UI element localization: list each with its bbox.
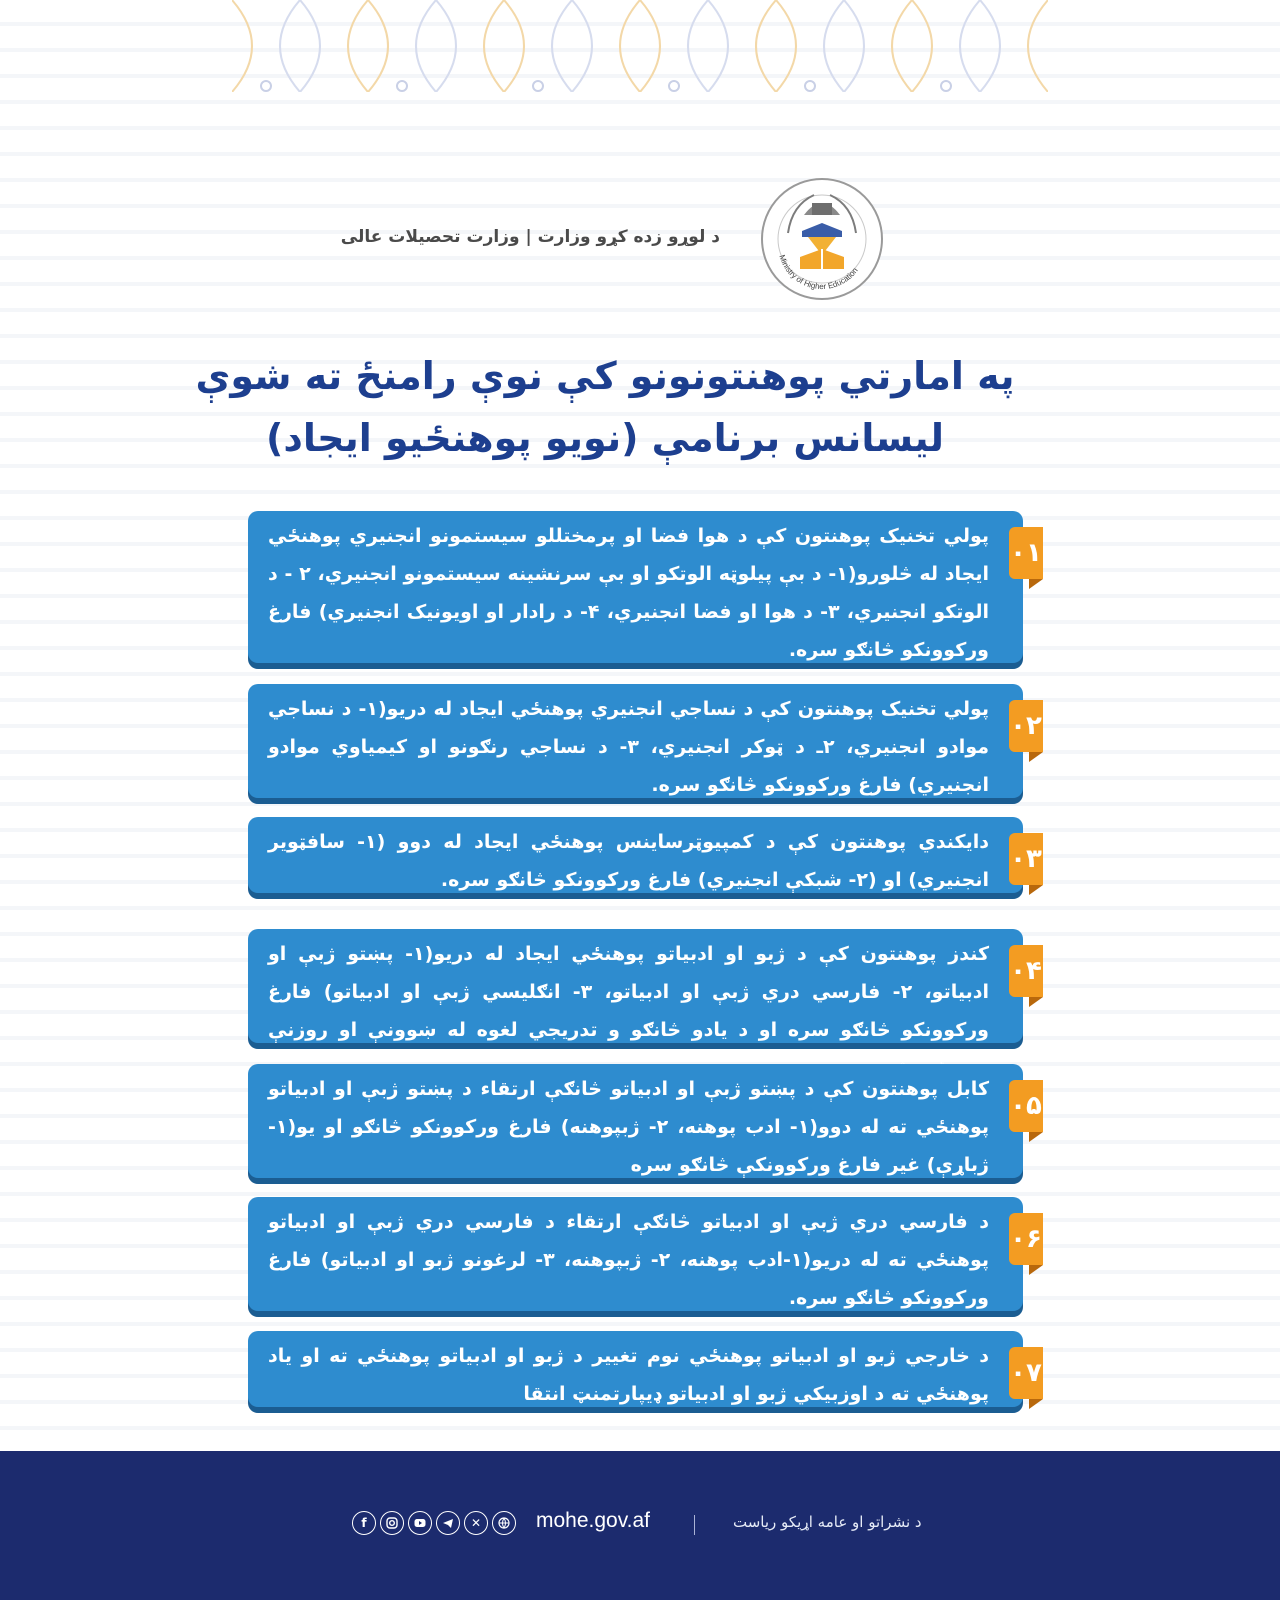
item-text: کابل پوهنتون کې د پښتو ژبې او ادبیاتو څانګې ارتقاء د پښتو ژبې او ادبیاتو پوهنځي ته له دوو(۱- ادب پوهنه، ۲- ژبپوهنه) فارغ ورکوونکو څانګو او یو(۱- ژباړې) غیر فارغ ورکوونکې څانګو سره — [268, 1078, 989, 1176]
social-icons — [352, 1511, 516, 1537]
list-item — [248, 1331, 1042, 1407]
item-number-badge — [1009, 833, 1043, 885]
item-text: کندز پوهنتون کې د ژبو او ادبیاتو پوهنځي ایجاد له دریو(۱- پښتو ژبې او ادبیاتو، ۲- فارسي دري ژبې او ادبیاتو، ۳- انګلیسي ژبې او ادبیاتو) فارغ ورکوونکو څانګو سره او د یادو څانګو و تدریجي لغوه له ښوونې او روزنې — [268, 943, 990, 1041]
item-number-badge — [1009, 700, 1043, 752]
logo-caption: Ministry of Higher Education — [777, 253, 860, 292]
department-name: د نشراتو او عامه اړیکو ریاست — [733, 1513, 922, 1531]
list-item — [248, 1064, 1042, 1178]
item-number: ۰۱ — [1010, 538, 1042, 568]
youtube-icon[interactable] — [408, 1511, 432, 1535]
item-number-badge — [1009, 527, 1043, 579]
item-text: د فارسي دري ژبې او ادبیاتو څانګې ارتقاء د فارسي دري ژبې او ادبیاتو پوهنځي ته له دریو(۱-ادب پوهنه، ۲- ژبپوهنه، ۳- لرغونو ژبو او ادبیاتو) فارغ ورکوونکو څانګو سره. — [268, 1211, 990, 1309]
title-line-1: په امارتي پوهنتونونو کې نوې رامنځ ته شوې — [195, 354, 1015, 398]
ministry-header — [0, 175, 1280, 305]
website-link[interactable]: mohe.gov.af — [536, 1509, 651, 1532]
list-item — [248, 817, 1042, 893]
page-title — [180, 345, 1030, 469]
title-line-2: لیسانس برنامې (نویو پوهنځیو ایجاد) — [265, 416, 945, 460]
item-number: ۰۴ — [1010, 956, 1042, 986]
item-number: ۰۳ — [1010, 844, 1042, 874]
item-number: ۰۵ — [1010, 1091, 1042, 1121]
list-item — [248, 1197, 1042, 1311]
item-text: پولي تخنیک پوهنتون کې د هوا فضا او پرمختللو سیستمونو انجنیري پوهنځي ایجاد له څلورو(۱- د بې پیلوټه الوتکو او بې سرنشینه سیستمونو انجنیري، ۲ - د الوتکو انجنیري، ۳- د هوا او فضا انجنیري، ۴- د رادار او اویونیک انجنیري) فارغ ورکوونکو څانګو سره. — [268, 525, 990, 661]
footer-divider — [694, 1515, 695, 1535]
item-number-badge — [1009, 945, 1043, 997]
ministry-name: د لوړو زده کړو وزارت | وزارت تحصیلات عالی — [340, 227, 720, 247]
item-text: دایکندي پوهنتون کې د کمپیوټرساینس پوهنځي ایجاد له دوو (۱- سافټویر انجنیري) او (۲- شبکې انجنیري) فارغ ورکوونکو څانګو سره. — [268, 831, 989, 891]
item-number-badge — [1009, 1080, 1043, 1132]
instagram-icon[interactable] — [380, 1511, 404, 1535]
item-number: ۰۲ — [1010, 711, 1042, 741]
footer — [0, 1451, 1280, 1600]
list-item — [248, 929, 1042, 1043]
item-number-badge — [1009, 1213, 1043, 1265]
x-icon[interactable]: ✕ — [464, 1511, 488, 1535]
list-item — [248, 511, 1042, 663]
item-number-badge — [1009, 1347, 1043, 1399]
ministry-logo — [758, 175, 886, 303]
facebook-icon[interactable]: f — [352, 1511, 376, 1535]
list-item — [248, 684, 1042, 798]
telegram-icon[interactable] — [436, 1511, 460, 1535]
item-text: پولي تخنیک پوهنتون کې د نساجي انجنیري پوهنځي ایجاد له دریو(۱- د نساجي موادو انجنیري، ۲ـ د ټوکر انجنیري، ۳- د نساجي رنګونو او کیمیاوي موادو انجنیري) فارغ ورکوونکو څانګو سره. — [268, 698, 989, 796]
item-number: ۰۷ — [1010, 1358, 1042, 1388]
decorative-header-pattern — [232, 0, 1048, 92]
item-number: ۰۶ — [1010, 1224, 1042, 1254]
item-text: د خارجي ژبو او ادبیاتو پوهنځي نوم تغییر د ژبو او ادبیاتو پوهنځي ته او یاد پوهنځي ته د اوزبیکي ژبو او ادبیاتو ډیپارتمنټ انتقا — [268, 1345, 989, 1405]
web-icon[interactable] — [492, 1511, 516, 1535]
